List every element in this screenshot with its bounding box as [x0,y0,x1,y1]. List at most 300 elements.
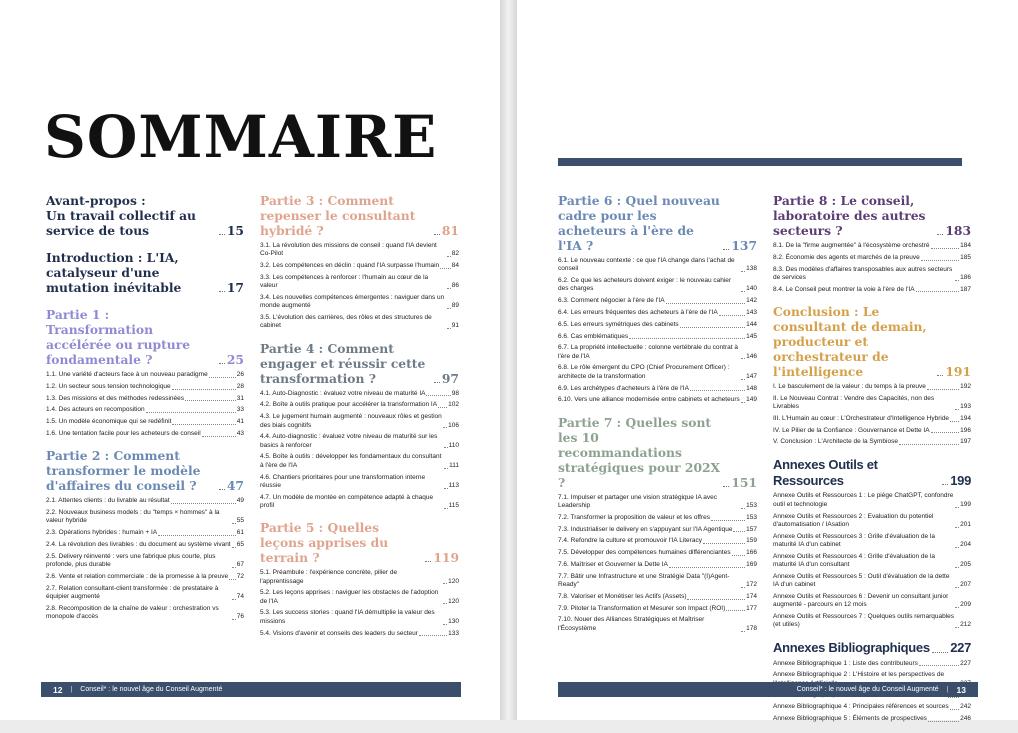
footer-separator: | [946,686,949,693]
dot-leader [219,291,225,292]
toc-entry[interactable] [773,254,971,262]
dot-leader [666,303,746,304]
entry-title: 6.9. Les archétypes d'acheteurs à l'ère de l'IA [558,384,689,392]
entry-page-number: 142 [746,297,757,305]
toc-entry[interactable] [558,537,757,545]
dot-leader [426,395,450,396]
entry-title: III. L'Humain au cœur : L'Orchestrateur d'Intelligence Hybride [773,414,950,422]
entry-title: Annexe Outils et Ressources 4 : Grille d'évaluation de la maturité IA d'un consultant [773,552,936,569]
toc-entry[interactable] [260,274,459,291]
entry-title: 7.1. Impulser et partager une vision stratégique IA avec Leadership [558,493,717,509]
dot-leader [447,288,451,289]
section-title: Partie 2 : Comment transformer le modèle d'affaires du conseil ? [46,448,201,494]
toc-section [773,304,971,447]
entry-page-number: 115 [448,501,459,509]
dot-leader [687,599,745,600]
section-title: Partie 4 : Comment engager et réussir cette transformation ? [260,340,426,386]
entry-page-number: 143 [746,308,757,316]
dot-leader [950,709,960,710]
dot-leader [741,291,745,292]
entry-title: 6.8. Le rôle émergent du CPO (Chief Procurement Officer) : architecte de la transformation [558,364,730,380]
toc-column-3 [558,193,757,643]
entry-title: 6.4. Les erreurs fréquentes des acheteurs à l'ère de l'IA [558,308,718,316]
entry-page-number: 74 [236,592,244,600]
toc-entry[interactable] [46,509,244,526]
toc-entry[interactable] [773,438,971,446]
toc-entry[interactable] [260,453,459,470]
section-heading[interactable] [46,193,244,238]
entry-title: V. Conclusion : L'Architecte de la Symbiose [773,438,898,446]
toc-entry[interactable] [558,333,757,341]
entry-page-number: 144 [746,320,757,328]
toc-entry[interactable] [260,314,459,331]
entry-title: 8.3. Des modèles d'affaires transposables aux autres secteurs de services [773,265,953,281]
toc-entry[interactable] [773,533,971,550]
toc-column-4 [773,193,971,733]
entry-title: Annexe Bibliographique 2 : L'Histoire et les perspectives de [773,671,945,679]
entry-page-number: 147 [746,372,757,380]
entry-page-number: 82 [451,250,459,258]
section-heading[interactable] [46,307,244,367]
entry-page-number: 153 [746,513,757,521]
dot-leader [741,271,745,272]
entry-title: 6.5. Les erreurs symétriques des cabinets [558,320,679,328]
section-heading[interactable] [773,193,971,238]
entry-title: 2.3. Opérations hybrides : humain + IA [46,529,158,537]
entry-page-number: 28 [236,382,244,390]
toc-entry[interactable] [558,344,757,361]
entry-page-number: 111 [449,461,459,469]
entry-page-number: 72 [236,572,244,580]
toc-entry[interactable] [46,541,244,549]
footer-text-right: Conseil* : le nouvel âge du Conseil Augmenté [796,686,939,693]
entry-page-number: 172 [746,581,757,589]
dot-leader [172,424,235,425]
section-heading[interactable] [773,457,971,489]
toc-entry[interactable] [773,613,971,630]
dot-leader [928,721,959,722]
section-title: Partie 7 : Quelles sont les 10 recommandations stratégiques pour 202X ? [558,414,721,490]
dot-leader [680,327,745,328]
toc-entry[interactable] [773,593,971,610]
section-heading[interactable] [260,520,459,565]
entry-page-number: 91 [451,322,459,330]
entry-page-number: 177 [746,604,757,612]
entry-title: 7.5. Développer des compétences humaines différenciantes [558,549,731,557]
toc-entry[interactable] [773,242,971,250]
toc-section [46,307,244,438]
right-page [517,0,1018,720]
toc-entry[interactable] [260,630,459,638]
entry-page-number: 201 [960,520,971,528]
toc-entry[interactable] [260,262,459,270]
entry-page-number: 187 [960,285,971,293]
entry-page-number: 102 [448,401,459,409]
entry-title: Annexe Outils et Ressources 2 : Evaluation du potentiel d'automatisation / IAsation [773,512,934,528]
entry-page-number: 120 [448,597,459,605]
toc-entry[interactable] [260,433,459,450]
toc-entry[interactable] [558,593,757,601]
entry-page-number: 197 [960,438,971,446]
dot-leader [425,561,431,562]
entry-page-number: 65 [236,540,244,548]
toc-entry[interactable] [773,383,971,391]
entry-page-number: 55 [236,517,244,525]
entry-title: 5.4. Visions d'avenir et conseils des leaders du secteur [260,629,418,637]
entry-page-number: 98 [451,389,459,397]
toc-entry[interactable] [260,494,459,511]
toc-entry[interactable] [773,573,971,590]
entry-title: 2.7. Relation consultant-client transformée : de prestataire à équipier augmenté [46,584,219,600]
entry-page-number: 227 [960,659,971,667]
section-heading[interactable] [773,640,971,656]
section-title: Partie 6 : Quel nouveau cadre pour les acheteurs à l'ère de l'IA ? [558,193,720,253]
dot-leader [741,587,745,588]
dot-leader [219,234,225,235]
toc-section [773,457,971,630]
toc-entry[interactable] [558,494,757,511]
entry-page-number: 113 [448,481,459,489]
footer-right [558,682,978,697]
entry-title: 1.3. Des missions et des méthodes redessinées [46,394,185,402]
toc-section [558,193,757,405]
entry-page-number: 110 [448,441,459,449]
dot-leader [921,260,959,261]
toc-entry[interactable] [773,427,971,435]
entry-title: 7.6. Maîtriser et Gouverner la Dette IA [558,560,668,568]
dot-leader [669,567,745,568]
toc-section [558,415,757,633]
toc-entry[interactable] [260,569,459,586]
dot-leader [443,603,447,604]
toc-entry[interactable] [558,321,757,329]
entry-title: 2.6. Vente et relation commerciale : de la promesse à la preuve [46,572,229,580]
dot-leader [434,234,440,235]
entry-page-number: 41 [236,418,244,426]
entry-title: 4.3. Le jugement humain augmenté : nouveaux rôles et gestion des biais cognitifs [260,413,442,429]
dot-leader [172,389,236,390]
entry-title: 2.2. Nouveaux business models : du "temps × hommes" à la valeur hybride [46,509,220,525]
toc-column-1 [46,193,244,631]
section-heading[interactable] [46,448,244,493]
page-title: SOMMAIRE [44,103,438,171]
dot-leader [232,599,236,600]
toc-entry[interactable] [260,294,459,311]
dot-leader [937,234,943,235]
toc-entry[interactable] [773,395,971,412]
entry-page-number: 157 [746,525,757,533]
dot-leader [447,256,451,257]
entry-title: Annexe Outils et Ressources 5 : Outil d'évaluation de la dette IA d'un cabinet [773,572,950,589]
entry-title: Annexe Bibliographique 4 : Principales références et sources [773,703,949,711]
section-page-number: 183 [945,223,971,238]
entry-page-number: 212 [960,621,971,629]
entry-page-number: 43 [236,429,244,437]
entry-title: 7.8. Valoriser et Monétiser les Actifs (Assets) [558,592,687,600]
entry-page-number: 169 [746,560,757,568]
dot-leader [955,607,959,608]
toc-entry[interactable] [46,406,244,414]
toc-entry[interactable] [558,297,757,305]
entry-page-number: 26 [236,371,244,378]
dot-leader [955,409,959,410]
toc-entry[interactable] [773,513,971,530]
toc-entry[interactable] [46,529,244,537]
entry-page-number: 199 [960,500,971,508]
dot-leader [719,315,745,316]
dot-leader [444,447,448,448]
dot-leader [955,280,959,281]
section-title: Partie 1 : Transformation accélérée ou rupture fondamentale ? [46,307,191,367]
section-page-number: 97 [441,370,459,386]
dot-leader [733,531,745,532]
toc-entry[interactable] [46,573,244,581]
section-title: Avant-propos : Un travail collectif au service de tous [46,193,196,238]
toc-entry[interactable] [260,401,459,409]
section-page-number: 17 [226,280,244,295]
dot-leader [899,444,959,445]
entry-title: 8.2. Économie des agents et marchés de la preuve [773,253,920,261]
toc-entry[interactable] [558,277,757,294]
entry-page-number: 86 [451,282,459,290]
entry-page-number: 67 [236,561,244,569]
entry-page-number: 76 [236,613,244,621]
dot-leader [741,631,745,632]
toc-entry[interactable] [260,474,459,491]
toc-entry[interactable] [46,371,244,379]
entry-page-number: 246 [960,714,971,722]
toc-entry[interactable] [558,573,757,590]
dot-leader [229,579,236,580]
dot-leader [741,379,745,380]
toc-section [260,341,459,511]
dot-leader [741,358,745,359]
dot-leader [916,291,960,292]
entry-page-number: 196 [960,426,971,434]
entry-page-number: 159 [746,537,757,545]
dot-leader [209,377,236,378]
section-heading[interactable] [260,193,459,238]
entry-title: Annexe Bibliographique 5 : Éléments de prospectives [773,714,927,722]
toc-entry[interactable] [558,549,757,557]
dot-leader [711,520,745,521]
dot-leader [919,665,959,666]
toc-section [260,520,459,638]
toc-entry[interactable] [46,418,244,426]
toc-entry[interactable] [773,286,971,294]
dot-leader [723,249,729,250]
toc-entry[interactable] [558,616,757,633]
entry-page-number: 194 [960,414,971,422]
entry-page-number: 178 [746,624,757,632]
toc-entry[interactable] [260,609,459,626]
entry-title: II. Le Nouveau Contrat : Vendre des Capacités, non des Livrables [773,394,935,411]
dot-leader [434,382,440,383]
entry-page-number: 61 [236,529,244,537]
dot-leader [955,527,959,528]
entry-page-number: 185 [960,253,971,261]
toc-section [46,250,244,295]
dot-leader [419,635,447,636]
entry-page-number: 146 [746,352,757,360]
entry-title: 7.9. Piloter la Transformation et Mesurer son Impact (ROI) [558,604,726,612]
dot-leader [937,375,943,376]
section-heading[interactable] [773,304,971,379]
dot-leader [950,421,959,422]
dot-leader [741,508,745,509]
dot-leader [158,535,236,536]
dot-leader [443,624,447,625]
dot-leader [931,432,960,433]
dot-leader [219,363,225,364]
section-title: Partie 3 : Comment repenser le consultant hybridé ? [260,193,416,238]
dot-leader [202,436,236,437]
entry-page-number: 138 [746,265,757,273]
dot-leader [440,268,451,269]
section-page-number: 47 [226,478,244,494]
entry-page-number: 133 [448,629,459,637]
toc-entry[interactable] [558,396,757,404]
toc-entry[interactable] [558,309,757,317]
section-heading[interactable] [46,250,244,295]
dot-leader [232,523,236,524]
section-title: Partie 8 : Le conseil, laboratoire des autres secteurs ? [773,193,926,238]
section-title: Introduction : L'IA, catalyseur d'une mutation inévitable [46,250,182,295]
entry-title: Annexe Outils et Ressources 7 : Quelques outils remarquables (et utiles) [773,613,955,629]
entry-page-number: 204 [960,540,971,548]
dot-leader [444,468,448,469]
toc-entry[interactable] [260,390,459,398]
toc-entry[interactable] [558,385,757,393]
entry-page-number: 153 [746,501,757,509]
toc-entry[interactable] [773,266,971,283]
footer-separator: | [70,686,73,693]
toc-entry[interactable] [260,413,459,430]
dot-leader [927,389,959,390]
entry-page-number: 89 [451,302,459,310]
entry-title: 6.10. Vers une alliance modernisée entre cabinets et acheteurs [558,396,740,404]
entry-page-number: 242 [960,703,971,711]
section-page-number: 81 [441,223,459,238]
toc-entry[interactable] [46,383,244,391]
dot-leader [690,390,745,391]
entry-title: 7.4. Refondre la culture et promouvoir l'IA Literacy [558,537,702,545]
entry-title: 6.2. Ce que les acheteurs doivent exiger : le nouveau cahier des charges [558,277,732,293]
entry-title: Annexe Bibliographique 1 : Liste des contributeurs [773,659,918,667]
dot-leader [955,587,959,588]
entry-title: 6.3. Comment négocier à l'ère de l'IA [558,297,665,305]
entry-title: 1.5. Un modèle économique qui se redéfinit [46,418,172,426]
section-title: Annexes Bibliographiques [773,639,930,655]
toc-section [46,193,244,238]
toc-entry[interactable] [773,660,971,668]
toc-entry[interactable] [260,242,459,259]
entry-title: 1.4. Des acteurs en recomposition [46,406,145,414]
entry-title: 8.4. Le Conseil peut montrer la voie à l'ère de l'IA [773,285,915,293]
entry-title: 1.1. Une variété d'acteurs face à un nouveau paradigme [46,371,208,378]
section-heading[interactable] [558,415,757,490]
entry-title: 3.2. Les compétences en déclin : quand l'IA surpasse l'humain [260,262,440,270]
entry-title: 4.7. Un modèle de montée en compétence adapté à chaque profil [260,493,434,509]
toc-entry[interactable] [46,395,244,403]
page-number-left: 12 [53,684,63,695]
dot-leader [232,567,236,568]
entry-title: 7.7. Bâtir une Infrastructure et une Stratégie Data "(I)Agent-Ready" [558,572,730,589]
section-page-number: 119 [433,550,459,566]
entry-title: 5.2. Les leçons apprises : naviguer les obstacles de l'adoption de l'IA [260,589,439,605]
section-title: Annexes Outils et Ressources [773,456,878,488]
entry-title: 4.2. Boîte à outils pratique pour accélérer la transformation IA [260,401,438,409]
entry-title: 7.2. Transformer la proposition de valeur et les offres [558,513,710,521]
dot-leader [741,402,745,403]
entry-title: 4.5. Boîte à outils : développer les fondamentaux du consultant à l'ère de l'IA [260,453,442,469]
toc-entry[interactable] [558,526,757,534]
section-page-number: 191 [945,363,971,379]
dot-leader [703,543,745,544]
dot-leader [146,412,236,413]
dot-leader [185,400,236,401]
toc-entry[interactable] [260,589,459,606]
dot-leader [443,427,447,428]
toc-entry[interactable] [558,605,757,613]
toc-entry[interactable] [773,415,971,423]
entry-title: IV. Le Pilier de la Confiance : Gouvernance et Dette IA [773,426,930,434]
entry-page-number: 149 [746,396,757,404]
toc-entry[interactable] [46,430,244,438]
toc-section [773,193,971,294]
section-heading[interactable] [260,341,459,386]
toc-entry[interactable] [773,715,971,723]
toc-entry[interactable] [773,553,971,570]
dot-leader [723,486,729,487]
entry-title: 2.4. La révolution des livrables : du document au système vivant [46,540,231,548]
toc-entry[interactable] [46,497,244,505]
toc-entry[interactable] [558,514,757,522]
toc-entry[interactable] [558,561,757,569]
toc-entry[interactable] [773,703,971,711]
entry-title: 3.3. Les compétences à renforcer : l'humain au cœur de la valeur [260,273,429,290]
footer-text-left: Conseil* : le nouvel âge du Conseil Augmenté [80,686,223,693]
entry-title: 3.5. L'évolution des carrières, des rôles et des structures de cabinet [260,314,432,330]
entry-page-number: 120 [448,577,459,585]
toc-entry[interactable] [558,257,757,274]
toc-entry[interactable] [558,364,757,381]
section-title: Partie 5 : Quelles leçons apprises du terrain ? [260,520,389,566]
entry-page-number: 174 [746,592,757,600]
entry-page-number: 166 [746,549,757,557]
dot-leader [955,547,959,548]
entry-title: 7.10. Nouer des Alliances Stratégiques et Maîtriser l'Écosystème [558,616,705,632]
entry-page-number: 192 [960,382,971,390]
section-heading[interactable] [558,193,757,253]
entry-title: 4.6. Chantiers prioritaires pour une transformation interne réussie [260,473,426,489]
dot-leader [447,328,451,329]
toc-entry[interactable] [46,553,244,570]
toc-column-2 [260,193,459,648]
entry-page-number: 140 [746,285,757,293]
toc-entry[interactable] [46,585,244,602]
section-page-number: 137 [731,238,757,253]
toc-section [260,193,459,331]
toc-entry[interactable] [773,492,971,509]
dot-leader [219,489,225,490]
left-page [0,0,500,720]
toc-entry[interactable] [46,605,244,622]
page-number-right: 13 [956,684,966,695]
entry-page-number: 205 [960,561,971,569]
entry-page-number: 148 [746,384,757,392]
entry-title: 3.4. Les nouvelles compétences émergentes : naviguer dans un monde augmenté [260,293,445,310]
